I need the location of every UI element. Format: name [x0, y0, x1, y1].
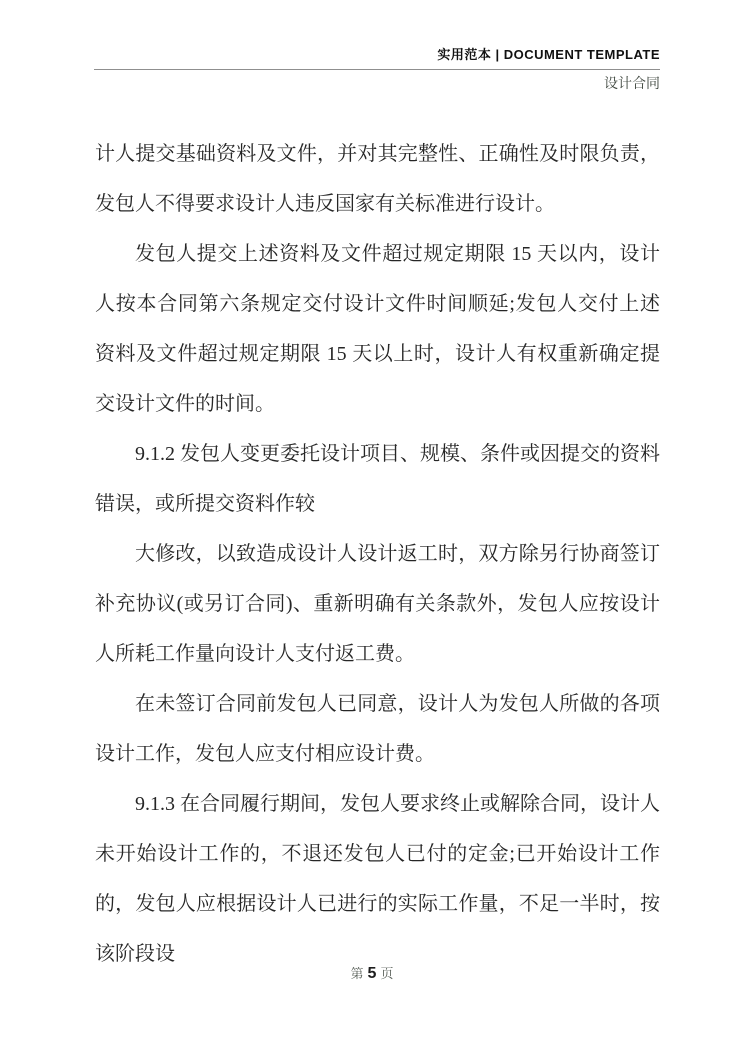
body-paragraph: 发包人提交上述资料及文件超过规定期限 15 天以内，设计人按本合同第六条规定交付设计文件时间顺延;发包人交付上述资料及文件超过规定期限 15 天以上时，设计人有权重新确定提交设计文件的时间。	[95, 243, 660, 415]
contract-body-text	[95, 129, 660, 979]
body-paragraph: 在未签订合同前发包人已同意，设计人为发包人所做的各项设计工作，发包人应支付相应设计费。	[95, 693, 660, 765]
header-divider	[94, 69, 660, 70]
body-paragraph: 大修改，以致造成设计人设计返工时，双方除另行协商签订补充协议(或另订合同)、重新明确有关条款外，发包人应按设计人所耗工作量向设计人支付返工费。	[95, 543, 660, 665]
body-paragraph: 计人提交基础资料及文件，并对其完整性、正确性及时限负责，发包人不得要求设计人违反国家有关标准进行设计。	[95, 143, 660, 215]
page-number-prefix: 第	[350, 966, 364, 981]
page-header	[94, 46, 660, 93]
document-title: 设计合同	[604, 75, 660, 91]
page-footer	[0, 961, 744, 987]
body-paragraph: 9.1.2 发包人变更委托设计项目、规模、条件或因提交的资料错误，或所提交资料作较	[95, 443, 660, 515]
page-number-suffix: 页	[380, 966, 394, 981]
body-paragraph: 9.1.3 在合同履行期间，发包人要求终止或解除合同，设计人未开始设计工作的，不退还发包人已付的定金;已开始设计工作的，发包人应根据设计人已进行的实际工作量，不足一半时，按该阶段设	[95, 793, 660, 965]
page-number: 5	[367, 965, 377, 982]
template-brand-text: 实用范本 | DOCUMENT TEMPLATE	[437, 47, 660, 62]
